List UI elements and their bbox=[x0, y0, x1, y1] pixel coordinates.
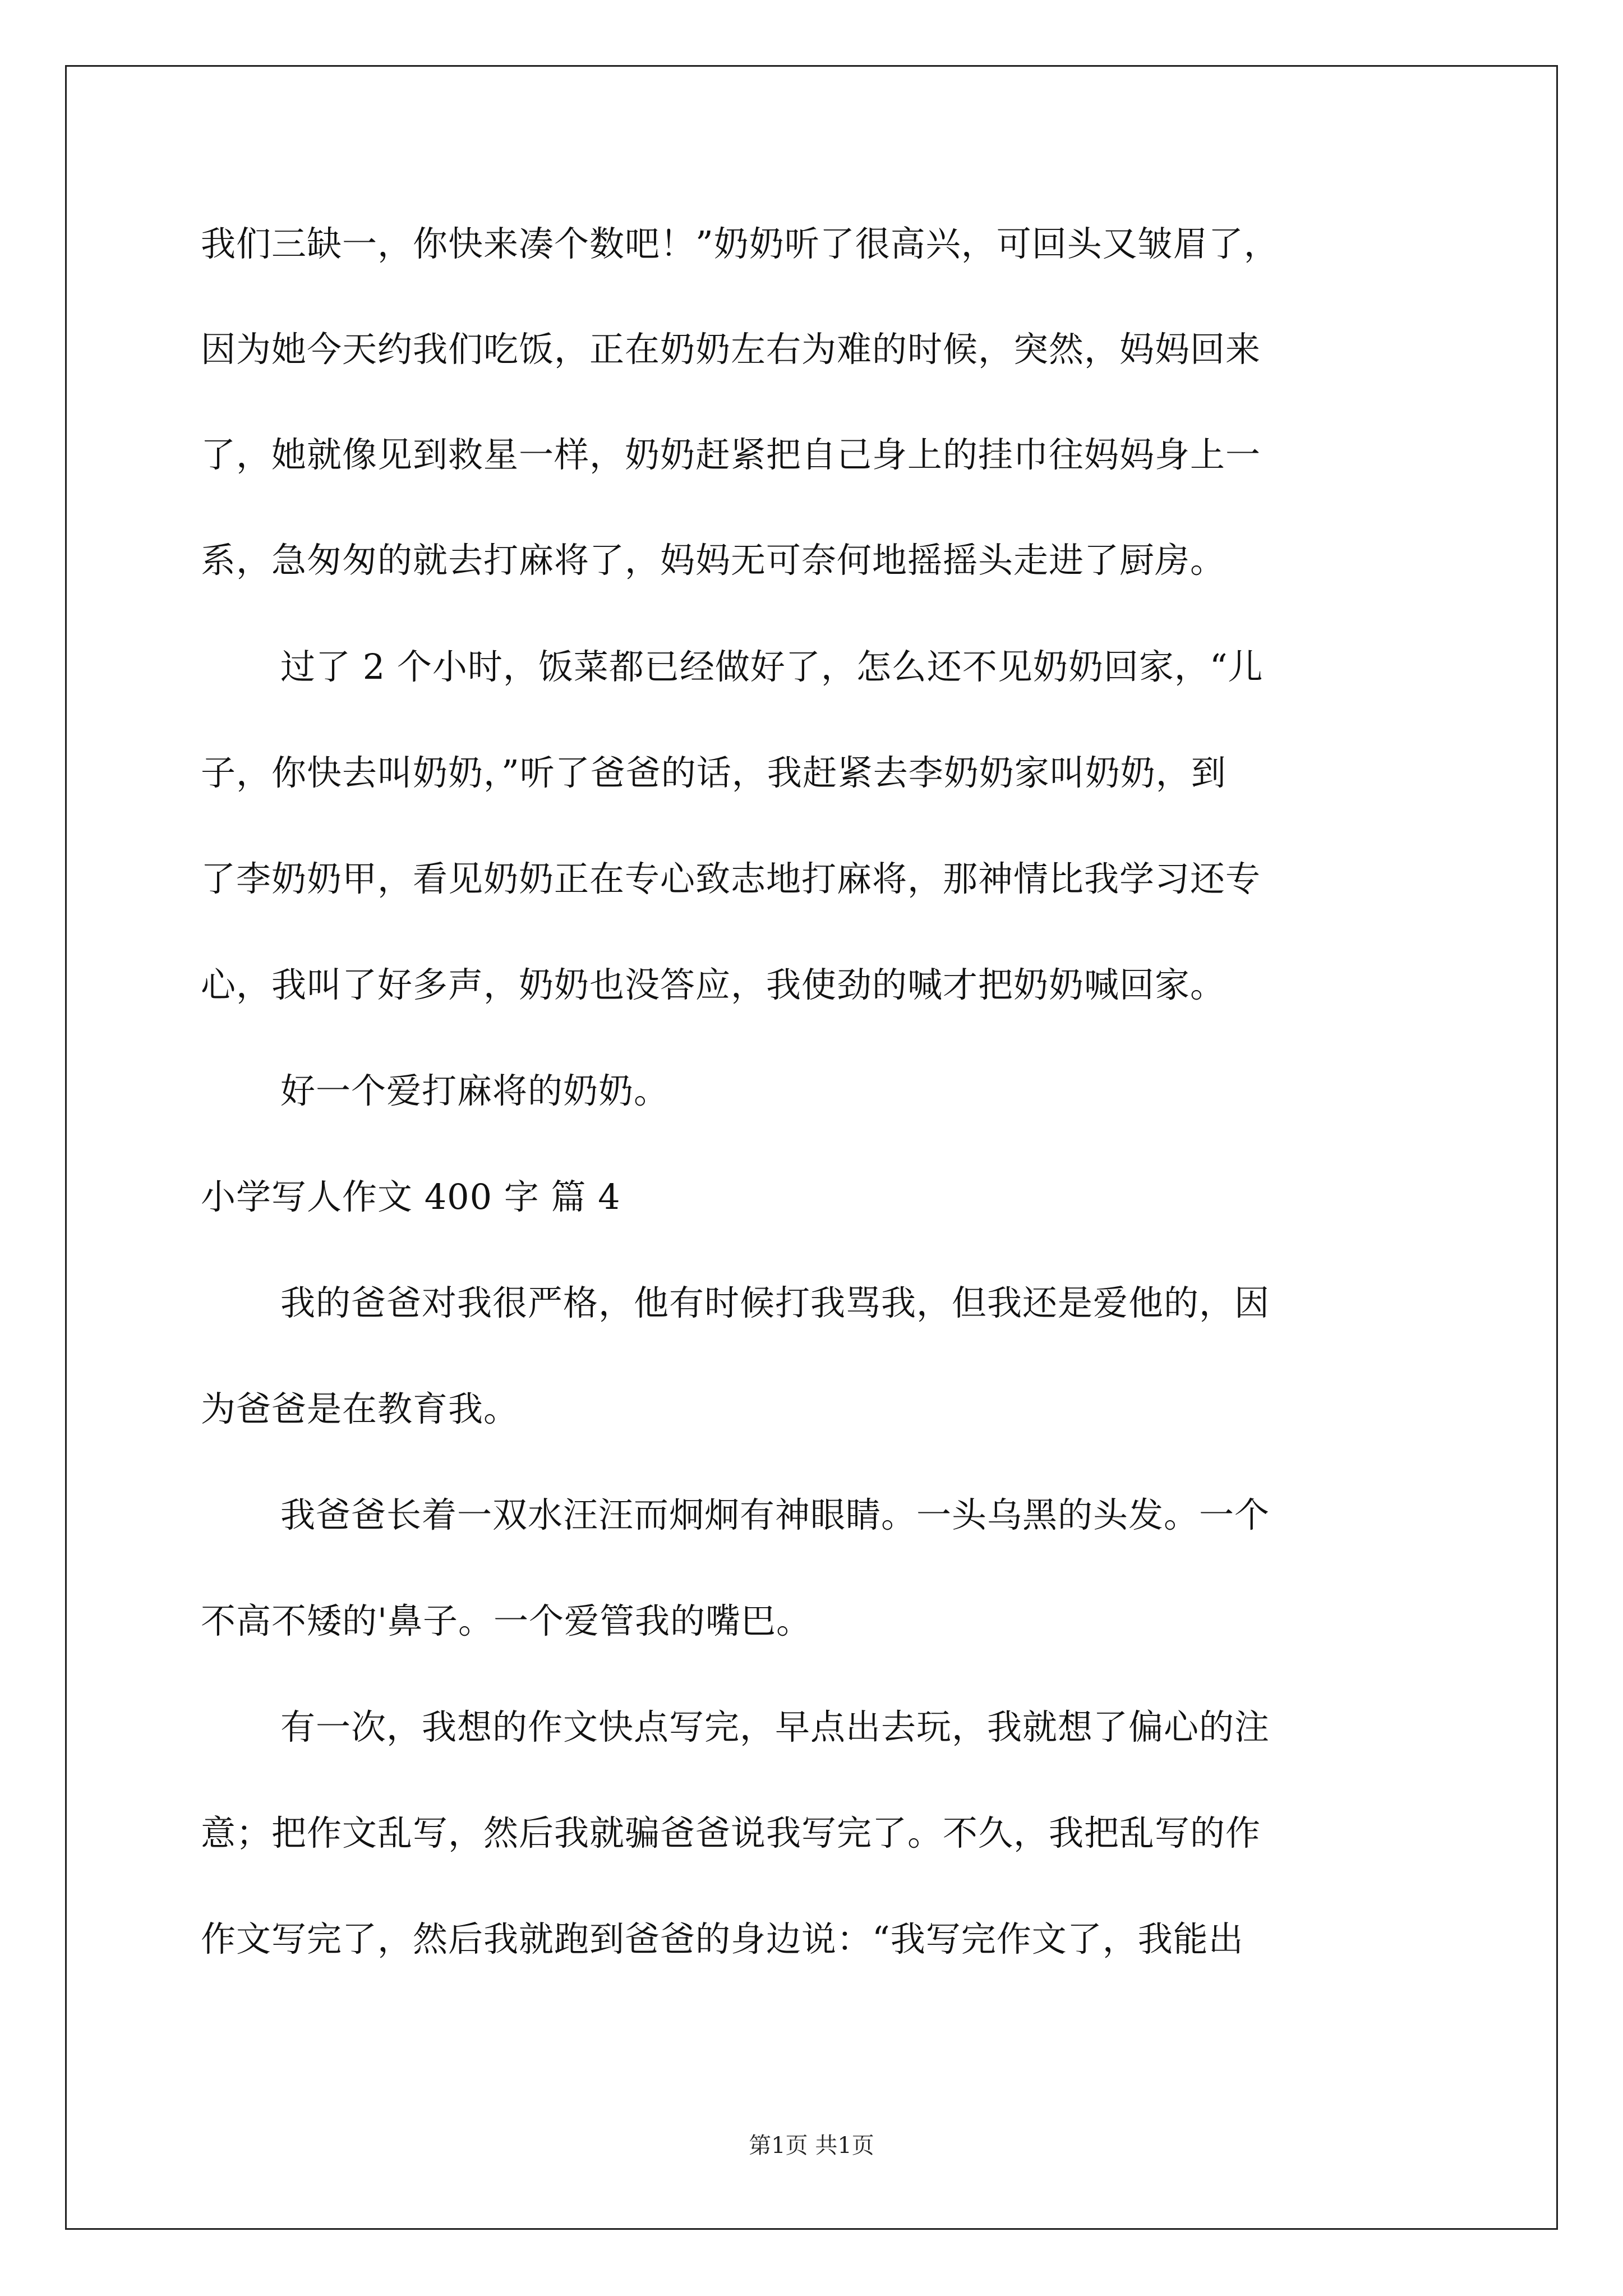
text-line-14: 不高不矮的'鼻子。一个爱管我的嘴巴。 bbox=[201, 1600, 812, 1641]
text-line-3: 了，她就像见到救星一样，奶奶赶紧把自己身上的挂巾往妈妈身上一 bbox=[201, 434, 1261, 475]
text-line-11: 我的爸爸对我很严格，他有时候打我骂我，但我还是爱他的，因 bbox=[280, 1282, 1270, 1323]
text-line-2: 因为她今天约我们吃饭，正在奶奶左右为难的时候，突然，妈妈回来 bbox=[201, 329, 1261, 370]
text-line-13: 我爸爸长着一双水汪汪而炯炯有神眼睛。一头乌黑的头发。一个 bbox=[280, 1494, 1270, 1535]
text-line-5: 过了 2 个小时，饭菜都已经做好了，怎么还不见奶奶回家，“儿 bbox=[280, 646, 1264, 687]
text-line-1: 我们三缺一，你快来凑个数吧！”奶奶听了很高兴，可回头又皱眉了， bbox=[201, 223, 1279, 264]
text-line-6: 子，你快去叫奶奶，”听了爸爸的话，我赶紧去李奶奶家叫奶奶，到 bbox=[201, 752, 1227, 793]
text-line-9: 好一个爱打麻将的奶奶。 bbox=[280, 1070, 670, 1111]
text-line-8: 心，我叫了好多声，奶奶也没答应，我使劲的喊才把奶奶喊回家。 bbox=[201, 964, 1226, 1005]
text-line-17: 作文写完了，然后我就跑到爸爸的身边说：“我写完作文了，我能出 bbox=[201, 1918, 1244, 1959]
text-line-7: 了李奶奶甲，看见奶奶正在专心致志地打麻将，那神情比我学习还专 bbox=[201, 858, 1261, 899]
section-heading: 小学写人作文 400 字 篇 4 bbox=[201, 1176, 621, 1217]
text-line-16: 意；把作文乱写，然后我就骗爸爸说我写完了。不久，我把乱写的作 bbox=[201, 1812, 1261, 1853]
page-border bbox=[65, 65, 1558, 2230]
page-footer: 第1页 共1页 bbox=[749, 2133, 874, 2159]
text-line-15: 有一次，我想的作文快点写完，早点出去玩，我就想了偏心的注 bbox=[280, 1706, 1270, 1747]
text-line-4: 系，急匆匆的就去打麻将了，妈妈无可奈何地摇摇头走进了厨房。 bbox=[201, 540, 1226, 581]
text-line-12: 为爸爸是在教育我。 bbox=[201, 1388, 519, 1429]
